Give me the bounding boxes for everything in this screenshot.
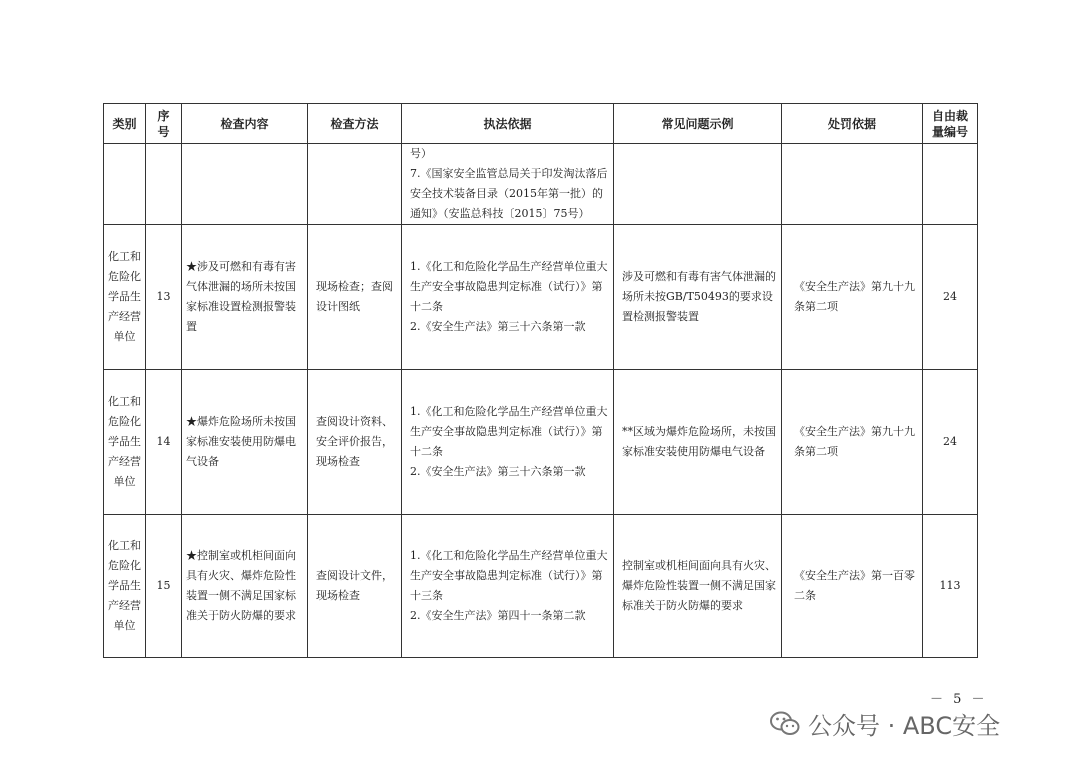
table-row [104,225,978,370]
method-cell: 查阅设计文件，现场检查 [308,515,402,658]
seq-cell: 15 [146,515,182,658]
issue-cell: **区域为爆炸危险场所，未按国家标准安装使用防爆电气设备 [614,370,782,515]
code-cell: 24 [923,225,978,370]
watermark [770,706,1000,741]
page-number: － 5 － [930,692,988,707]
header-code: 自由裁量编号 [923,104,978,144]
penalty-cell: 《安全生产法》第一百零二条 [782,515,923,658]
basis-line: 2.《安全生产法》第三十六条第一款 [410,320,586,333]
basis-cell [402,144,614,225]
content-cell: ★爆炸危险场所未按国家标准安装使用防爆电气设备 [182,370,308,515]
issue-cell: 涉及可燃和有毒有害气体泄漏的场所未按GB/T50493的要求设置检测报警装置 [614,225,782,370]
issue-cell: 控制室或机柜间面向具有火灾、爆炸危险性装置一侧不满足国家标准关于防火防爆的要求 [614,515,782,658]
basis-line: 1.《化工和危险化学品生产经营单位重大生产安全事故隐患判定标准（试行）》第十三条 [410,549,608,602]
table-row [104,515,978,658]
content-cell: ★涉及可燃和有毒有害气体泄漏的场所未按国家标准设置检测报警装置 [182,225,308,370]
penalty-cell: 《安全生产法》第九十九条第二项 [782,225,923,370]
category-cell: 化工和危险化学品生产经营单位 [104,515,146,658]
method-cell: 现场检查；查阅设计图纸 [308,225,402,370]
basis-cell [402,225,614,370]
basis-cell [402,515,614,658]
header-basis: 执法依据 [402,104,614,144]
basis-line: 1.《化工和危险化学品生产经营单位重大生产安全事故隐患判定标准（试行）》第十二条 [410,405,608,458]
code-cell: 24 [923,370,978,515]
method-cell: 查阅设计资料、安全评价报告，现场检查 [308,370,402,515]
basis-line: 7.《国家安全监管总局关于印发淘汰落后安全技术装备目录（2015年第一批）的通知》（安监总科技〔2015〕75号） [410,167,608,220]
basis-cell [402,370,614,515]
seq-cell: 13 [146,225,182,370]
basis-line: 1.《化工和危险化学品生产经营单位重大生产安全事故隐患判定标准（试行）》第十二条 [410,260,608,313]
basis-line: 号） [410,147,432,160]
header-content: 检查内容 [182,104,308,144]
header-issue: 常见问题示例 [614,104,782,144]
code-cell: 113 [923,515,978,658]
header-row [104,104,978,144]
basis-line: 2.《安全生产法》第三十六条第一款 [410,465,586,478]
content-cell: ★控制室或机柜间面向具有火灾、爆炸危险性装置一侧不满足国家标准关于防火防爆的要求 [182,515,308,658]
penalty-cell: 《安全生产法》第九十九条第二项 [782,370,923,515]
seq-cell: 14 [146,370,182,515]
table-row [104,144,978,225]
basis-line: 2.《安全生产法》第四十一条第二款 [410,609,586,622]
header-category: 类别 [104,104,146,144]
table-row [104,370,978,515]
inspection-table [103,103,978,658]
header-method: 检查方法 [308,104,402,144]
watermark-text: 公众号 · ABC安全 [808,712,1001,740]
wechat-icon [770,711,800,737]
category-cell: 化工和危险化学品生产经营单位 [104,370,146,515]
category-cell: 化工和危险化学品生产经营单位 [104,225,146,370]
header-seq: 序号 [146,104,182,144]
header-penalty: 处罚依据 [782,104,923,144]
